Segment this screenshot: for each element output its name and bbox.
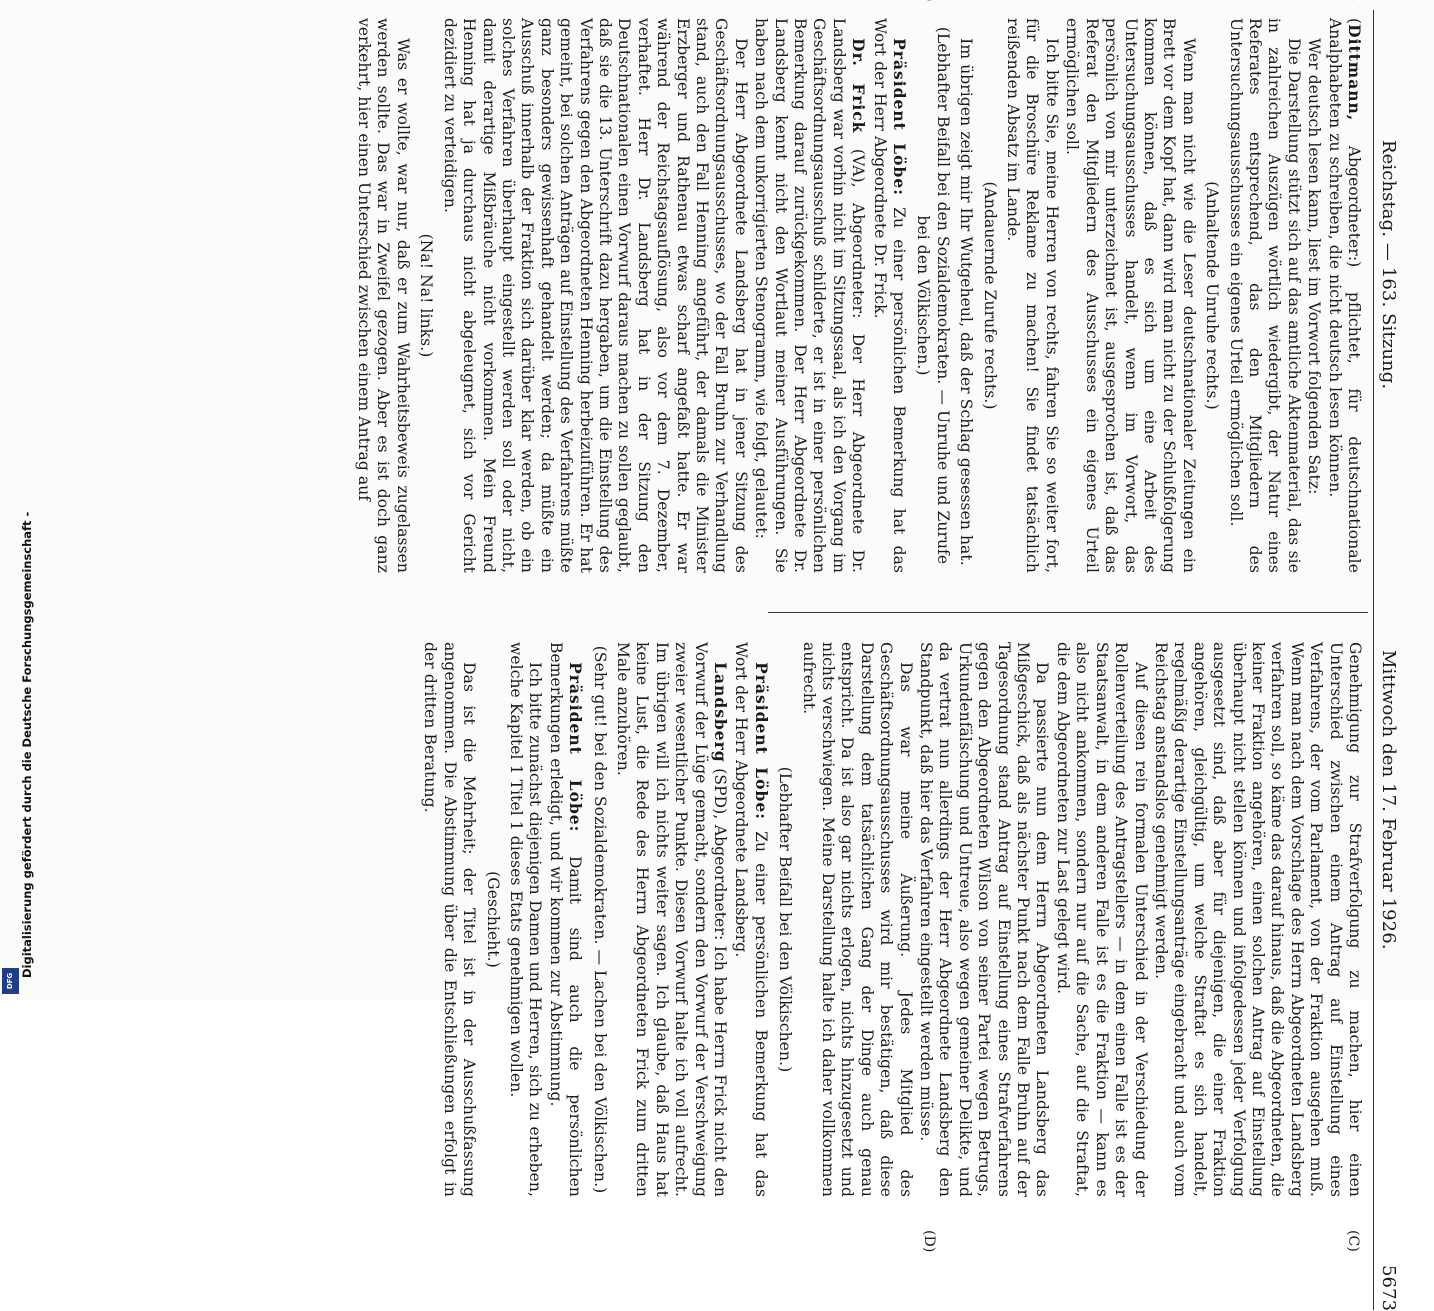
dfg-logo-text: DFG — [6, 972, 15, 990]
interjection: (Andauernde Zurufe rechts.) — [980, 181, 999, 410]
paragraph: Das war meine Äußerung. Jedes Mitglied des Geschäftsordnungsausschusses wird mir bestätigen, daß diese Darstellung dem tatsächlichen Gang der Dinge auch genau entspricht. Da ist also gar nichts erlogen, nichts hinzugesetzt und nichts verschwiegen. Meine Darstellung halte ich daher vollkommen aufrecht. — [799, 642, 915, 1197]
running-head — [1372, 10, 1398, 1310]
digitization-credit: Digitalisierung gefördert durch die Deutsche Forschungsgemeinschaft - — [20, 511, 34, 978]
paragraph: Im übrigen zeigt mir Ihr Wutgeheul, daß der Schlag gesessen hat. — [957, 38, 976, 566]
paragraph-text: (VA), Abgeordneter: Der Herr Abgeordnete Dr. Landsberg war vorhin nicht im Sitzungssaal, als ich den Vorgang im Geschäftsordnungsausschuß schilderte, er ist in einer persönlichen Bemerkung darauf zurückgekommen. Der Herr Abgeordnete Dr. Landsberg kennt nicht den Wortlaut meiner Ausführungen. Sie haben nach dem unkorrigierten Stenogramm, wie folgt, gelautet: — [752, 18, 868, 573]
paragraph: Ich bitte Sie, meine Herren von rechts, fahren Sie so weiter fort, für die Broschüre Reklame zu machen! Sie findet tatsächlich reißenden Absatz im Lande. — [1004, 18, 1061, 573]
speaker-name: Präsident Löbe: — [566, 662, 586, 833]
margin-mark-c: (C) — [1345, 1230, 1361, 1252]
page-number: 5673 — [1378, 1265, 1399, 1311]
speaker-role: Abgeordneter: — [1345, 145, 1363, 262]
paragraph — [613, 642, 730, 1197]
speaker-name: Dittmann, — [1345, 24, 1364, 122]
quote-paragraph: Auf diesen rein formalen Unterschied in der Verschiedung der Rollenverteilung des Antragstellers — in dem einen Falle ist es der Staatsanwalt, in dem anderen Falle ist es die Fraktion — kann es also nicht ankommen, sondern nur auf die Sache, auf die Straftat, die dem Abgeordneten zur Last gelegt wird. — [1053, 642, 1150, 1197]
margin-mark-a — [1343, 0, 1362, 1]
paragraph-text: (SPD), Abgeordneter: Ich habe Herrn Frick nicht den Vorwurf der Lüge gemacht, sondern den Vorwurf der Verschweigung zweier wesentlicher Punkte. Diesen Vorwurf halte ich voll aufrecht. Im übrigen will ich nichts weiter sagen. Ich glaube, daß Haus hat keine Lust, die Rede des Herrn Abgeordneten Frick zum dritten Male anzuhören. — [613, 642, 729, 1197]
margin-mark-d: (D) — [921, 1230, 937, 1253]
paragraph — [751, 18, 868, 573]
interjection: (Lebhafter Beifall bei den Völkischen.) — [776, 766, 795, 1073]
header-rule — [1373, 10, 1374, 1310]
paragraph-text: Zu einer persönlichen Bemerkung hat das Wort der Herr Abgeordnete Dr. Frick. — [870, 18, 909, 573]
interjection: (Lebhafter Beifall bei den Sozialdemokraten. — Unruhe und Zurufe bei den Völkischen.) — [914, 26, 952, 565]
quote-paragraph: Da passierte nun dem Herrn Abgeordneten Landsberg das Mißgeschick, daß als nächster Punkt nach dem Falle Bruhn auf der Tagesordnung stand Antrag auf Einstellung eines Strafverfahrens gegen den Abgeordneten Wilson von seiner Partei wegen Betrugs, Urkundenfälschung und Untreue, also wegen gemeiner Delikte, und da vertrat nun allerdings der Herr Abgeordnete Landsberg den Standpunkt, daß hier das Verfahren eingestellt werden müsse. — [917, 642, 1052, 1197]
speaker-name: Präsident Löbe: — [890, 38, 910, 196]
paragraph: Ich bitte zunächst diejenigen Damen und Herren, sich zu erheben, welche Kapitel 1 Titel 1 dieses Etats genehmigen wollen. — [506, 642, 545, 1197]
paragraph-text: Damit sind auch die persönlichen Bemerkungen erledigt, und wir kommen zur Abstimmung. — [546, 642, 585, 1197]
left-column — [355, 18, 1364, 573]
interjection: (Na! Na! links.) — [417, 233, 436, 358]
paragraph: Was er wollte, war nur, daß er zum Wahrheitsbeweis zugelassen werden sollte. Das war in Zweifel gezogen. Aber es ist doch ganz verkehrt, hier einen Unterschied zwischen einem Antrag auf — [355, 18, 412, 573]
column-divider — [768, 612, 1368, 613]
rotated-page — [98, 10, 1399, 1311]
speaker-name: Dr. Frick — [849, 38, 869, 134]
interjection: (Sehr gut! bei den Sozialdemokraten. — Lachen bei den Völkischen.) — [590, 645, 609, 1194]
digitization-credit-strip — [0, 0, 34, 1000]
interjection: (Anhaltende Unruhe rechts.) — [1203, 181, 1222, 410]
margin-mark-b — [919, 0, 938, 2]
paragraph: Das ist die Mehrheit; der Titel ist in der Ausschußfassung angenommen. Die Abstimmung über die Entschließungen erfolgt in der dritten Beratung. — [421, 642, 479, 1197]
paragraph-text: Zu einer persönlichen Bemerkung hat das Wort der Herr Abgeordnete Landsberg. — [732, 642, 770, 1197]
quote-paragraph: Die Darstellung stützt sich auf das amtliche Aktenmaterial, das sie in zahlreichen Auszügen wörtlich wiedergibt, der Natur eines Referates entsprechend, das den Mitgliedern des Untersuchungsausschusses ein eigenes Urteil ermöglichen soll. — [1226, 18, 1303, 573]
paragraph: Wer deutsch lesen kann, liest im Vorwort folgenden Satz: — [1305, 38, 1324, 495]
paragraph — [869, 18, 909, 573]
publication-title: Reichstag. — 163. Sitzung. — [1378, 140, 1399, 390]
right-column — [421, 642, 1364, 1197]
paragraph — [731, 642, 771, 1197]
speaker-name: Landsberg — [711, 662, 730, 763]
paragraph-text: pflichtet, für deutschnationale Analphabeten zu schreiben, die nicht deutsch lesen können. — [1325, 18, 1363, 573]
dfg-logo — [2, 968, 19, 994]
paragraph — [545, 642, 585, 1197]
speaker-name: Präsident Löbe: — [751, 662, 771, 820]
session-date: Mittwoch den 17. Februar 1926. — [1378, 650, 1399, 950]
paragraph: (Dittmann, Abgeordneter:) pflichtet, für deutschnationale Analphabeten zu schreiben, die nicht deutsch lesen können. — [1325, 18, 1364, 573]
paragraph: Wenn man nicht wie die Leser deutschnationaler Zeitungen ein Brett vor dem Kopf hat, dann wird man nicht zu der Schlußfolgerung kommen können, daß es sich um eine Arbeit des Untersuchungsausschusses handelt, wenn im Vorwort, das persönlich von mir unterzeichnet ist, ausgesprochen ist, daß das Referat den Mitgliedern des Ausschusses ein eigenes Urteil ermöglichen soll. — [1063, 18, 1198, 573]
interjection: (Geschieht.) — [483, 871, 502, 968]
quote-paragraph: Der Herr Abgeordnete Landsberg hat in jener Sitzung des Geschäftsordnungsausschusses, wo der Fall Bruhn zur Verhandlung stand, auch den Fall Henning angeführt, der damals die Minister Erzberger und Rathenau etwas scharf angefaßt hatte. Er war während der Reichstagsauflösung, also vor dem 7. Dezember, verhaftet. Herr Dr. Landsberg hat in der Sitzung den Deutschnationalen einen Vorwurf daraus machen zu sollen geglaubt, daß sie die 13. Unterschrift dazu hergaben, um die Einstellung des Verfahrens gegen den Abgeordneten Henning herbeizuführen. Er hat gemeint, bei solchen Anträgen auf Einstellung des Verfahrens müßte ganz besonders gewissenhaft gehandelt werden; da müßte ein Ausschuß innerhalb der Fraktion sich darüber klar werden, ob ein solches Verfahren überhaupt eingestellt werden soll oder nicht, damit derartige Mißbräuche nicht vorkommen. Mein Freund Henning hat ja durchaus nicht abgeleugnet, sich vor Gericht dezidiert zu verteidigen. — [440, 18, 750, 573]
quote-paragraph: Genehmigung zur Strafverfolgung zu machen, hier einen Unterschied zwischen einem Antrag auf Einstellung eines Verfahrens, der vom Parlament, von der Fraktion ausgehen muß. Wenn man nach dem Vorschlage des Herrn Abgeordneten Landsberg verfahren soll, so käme das darauf hinaus, daß die Abgeordneten, die keiner Fraktion angehören, einen solchen Antrag auf Einstellung überhaupt nicht stellen können und infolgedessen jeder Verfolgung ausgesetzt sind, daß aber für diejenigen, die einer Fraktion angehören, gleichgültig, um welche Straftat es sich handelt, regelmäßig derartige Einstellungsanträge eingebracht und auch vom Reichstag anstandslos genehmigt werden. — [1151, 642, 1364, 1197]
